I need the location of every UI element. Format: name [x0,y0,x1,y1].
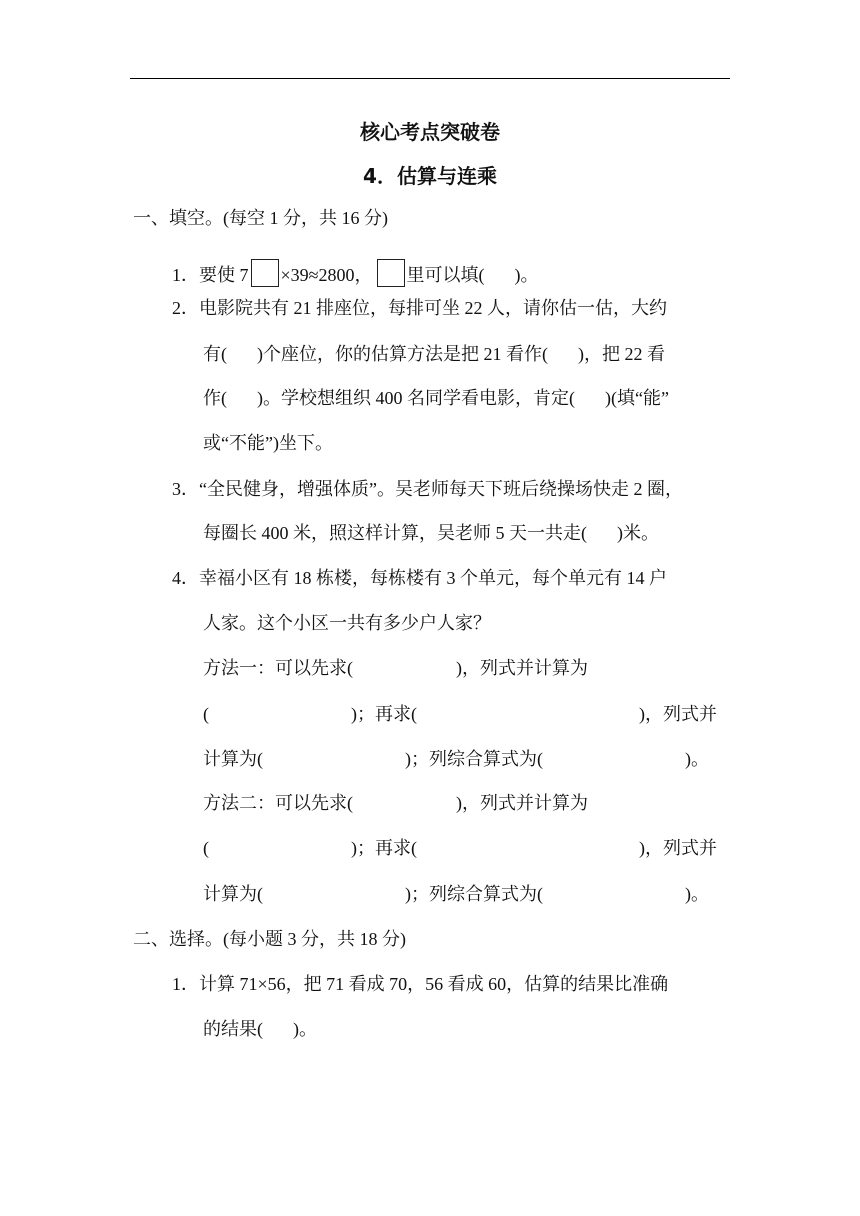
method-2-line2: ( )；再求( )，列式并 [203,838,717,858]
question-number: 4． [172,568,199,588]
question-1-4: 4．幸福小区有 18 栋楼，每栋楼有 3 个单元，每个单元有 14 户 [172,568,667,588]
question-1-2: 2．电影院共有 21 排座位，每排可坐 22 人，请你估一估，大约 [172,298,667,318]
question-number: 3． [172,479,199,499]
method-1-line3: 计算为( )；列综合算式为( )。 [203,749,709,769]
question-2-1: 1．计算 71×56，把 71 看成 70，56 看成 60，估算的结果比准确 [172,974,669,994]
section-1-heading: 一、填空。(每空 1 分，共 16 分) [133,208,388,228]
answer-box[interactable] [251,259,279,287]
question-1-4-line2: 人家。这个小区一共有多少户人家？ [203,613,491,633]
question-1-2-line2: 有( )个座位，你的估算方法是把 21 看作( )，把 22 看 [203,344,665,364]
question-1-2-line3: 作( )。学校想组织 400 名同学看电影，肯定( )(填“能” [203,388,669,408]
question-number: 1． [172,265,199,285]
section-2-heading: 二、选择。(每小题 3 分，共 18 分) [133,929,406,949]
method-1-line2: ( )；再求( )，列式并 [203,704,717,724]
question-2-1-line2: 的结果( )。 [203,1019,317,1039]
question-1-2-line4: 或“不能”)坐下。 [203,433,333,453]
question-1-3: 3．“全民健身，增强体质”。吴老师每天下班后绕操场快走 2 圈， [172,479,683,499]
doc-subtitle: 4．估算与连乘 [363,164,497,188]
header-rule [130,78,730,79]
answer-box[interactable] [377,259,405,287]
question-number: 1． [172,974,199,994]
question-1-3-line2: 每圈长 400 米，照这样计算，吴老师 5 天一共走( )米。 [203,523,659,543]
method-1-line1: 方法一：可以先求( )，列式并计算为 [203,658,588,678]
question-1-1: 1．要使 7 ×39≈2800， 里可以填( )。 [172,259,539,287]
doc-title: 核心考点突破卷 [360,120,500,144]
question-number: 2． [172,298,199,318]
method-2-line3: 计算为( )；列综合算式为( )。 [203,884,709,904]
method-2-line1: 方法二：可以先求( )，列式并计算为 [203,793,588,813]
